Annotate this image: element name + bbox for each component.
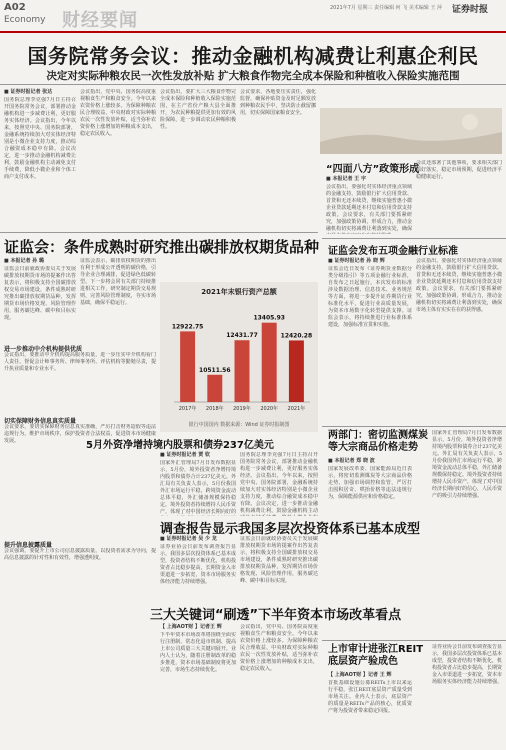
multilevel-headline: 调查报告显示我国多层次投资体系已基本成型 bbox=[160, 522, 421, 537]
section-code: A02 bbox=[4, 2, 26, 13]
carbon-byline: ■ 本报记者 孙 璐 bbox=[4, 258, 44, 264]
banner-body-col1: 会议指出，要强化对实体经济重点领域的金融支持，鼓励银行扩大信用贷款、首贷和无还本续贷，继续实施普惠小微企业贷款延期还本付息和信用贷款支持政策。会议要求，有关部门要抓紧研究，加强政策协调，形成合力，推动金融机构切实将减费让利落到实处，确保 bbox=[326, 184, 412, 232]
chart-category-label: 2017年 bbox=[178, 406, 197, 412]
section-title: 财经要闻 bbox=[62, 10, 138, 31]
asset-body-col2: 国务院总理李克强7月日主持召开国务院常务会议，部署推动金融机构进一步减费让利，更好服务实体经济。会议指出，今年以来，按照党中央、国务院部署，金融系统持续加大对实体经济特别是小微企业支持力度，推动综合融资成本稳中有降。会议决定，进一步推动金融机构减费让利，鼓励金融机构主动 bbox=[240, 452, 318, 514]
coal-headline: 两部门：密切监测煤炭等大宗商品价格走势 bbox=[328, 430, 428, 453]
lead-subheadline: 决定对实际种粮农民一次性发放补贴 扩大粮食作物完全成本保险和种植收入保险实施范围 bbox=[46, 70, 460, 82]
lead-body-col4: 会议要求，各地要压实责任，强化监督，确保补贴资金及时足额发放到种粮农民手中，坚决防止截留挪用，切实保障国家粮食安全。 bbox=[240, 89, 316, 116]
lead-body-col2: 会议指出，党中央、国务院高度重视粮食生产和粮食安全。今年以来农资价格上涨较多。为保障种粮农民合理收益，中央财政对实际种粮农民一次性发放补贴，适当弥补农资价格上涨增加的种粮成本支出，稳定农民收入。 bbox=[80, 89, 156, 137]
multilevel-byline: ■ 证券时报记者 吴 少 龙 bbox=[160, 536, 217, 542]
section-divider bbox=[0, 232, 318, 233]
reit-body-col2: 证券业协会日前发布调查报告显示，我国多层次投资体系已基本成型，投资者结构不断优化，机构投资者占比稳步提高，长期资金入市渠道进一步拓宽，资本市场服务实体经济能力持续增强。 bbox=[432, 644, 502, 685]
chart-bar bbox=[207, 375, 222, 402]
standards-byline: ■ 证券时报记者 孙 晓 辉 bbox=[328, 258, 385, 264]
chart-data-label: 13405.93 bbox=[253, 314, 285, 322]
right-divider-3 bbox=[322, 640, 506, 641]
lead-divider bbox=[0, 84, 506, 85]
reform-body-col1: 下半年资本市场改革将围绕全面实行注册制、常态化退市机制、提高上市公司质量三大关键词展开。业内人士认为，随着注册制改革的稳步推进，资本市场基础制度将更加完善，市场生态持续优化。 bbox=[160, 632, 236, 673]
asset-headline: 5月外资净增持境内股票和债券237亿美元 bbox=[86, 440, 274, 451]
chart-caption: 银行中国国内 数据来源：Wind 证券时报制图 bbox=[188, 422, 290, 428]
lead-body-col3: 会议指出，要扩大三大粮食作物完全成本保险和种植收入保险实施范围，在主产省份产粮大县全面推开，为农民种粮提供更加有效的风险保障，进一步调动农民种粮积极性。 bbox=[160, 89, 236, 130]
section-head-1: 进一步推动中介机构提供优质 bbox=[4, 346, 83, 353]
banner-decoration bbox=[320, 108, 502, 154]
chart-category-label: 2021年 bbox=[287, 406, 306, 412]
chart-canvas bbox=[160, 282, 318, 432]
asset-body-col1: 国家外汇管理局7月日发布数据显示，5月份，境外投资者净增持境内股票和债券合计237亿美元。外汇局有关负责人表示，5月份我国外汇市场运行平稳，跨境资金流动总体平稳，外汇储备规模保持稳定。境外投资者持续增持人民币资产，体现了对中国经济长期向好的 bbox=[160, 460, 236, 515]
banner-headline: “四面八方”政策形成 bbox=[326, 164, 420, 175]
chart-category-label: 2020年 bbox=[260, 406, 279, 412]
coal-byline: ■ 本报记者 郑 晓 波 bbox=[328, 458, 375, 464]
chart-data-label: 12431.77 bbox=[226, 332, 258, 340]
right-divider-1 bbox=[322, 238, 506, 239]
reit-headline: 上市审计进张江REIT底层资产验成色 bbox=[328, 644, 424, 667]
lead-headline: 国务院常务会议：推动金融机构减费让利惠企利民 bbox=[27, 44, 479, 68]
chart-bar bbox=[180, 331, 195, 402]
coal-body-col1: 国家发展改革委、国家能源局近日表示，将密切监测煤炭等大宗商品价格走势，加强市场调控和监管，严厉打击囤积居奇、哄抬价格等违法违规行为，保障能源供应和价格稳定。 bbox=[328, 466, 412, 500]
header-divider bbox=[0, 31, 506, 33]
bank-asset-chart bbox=[160, 282, 318, 432]
header-info: 2021年7月 星期三 责任编辑 何 飞 美术编辑 王 萍 bbox=[330, 5, 443, 11]
coal-body-col2: 国家外汇管理局7月日发布数据显示，5月份，境外投资者净增持境内股票和债券合计237亿美元。外汇局有关负责人表示，5月份我国外汇市场运行平稳，跨境资金流动总体平稳，外汇储备规模保持稳定。境外投资者持续增持人民币资产，体现了对中国经济长期向好的信心，人民币资产的吸引力持续增强。 bbox=[432, 430, 502, 499]
reit-body-col1: 首批基础设施公募REITs上市以来运行平稳，张江REIT底层资产质量受到市场关注。业内人士表示，底层资产的质量是REITs产品的核心，优质资产将为投资者带来稳定回报。 bbox=[328, 680, 412, 714]
page-header bbox=[0, 0, 506, 36]
chart-category-label: 2019年 bbox=[233, 406, 251, 412]
banner-body-col2: 会议还部署了其他事项，要求相关部门抓好落实，稳定市场预期，促进经济平稳健康运行。 bbox=[416, 160, 502, 180]
chart-data-label: 12922.75 bbox=[171, 323, 204, 331]
standards-body-col1: 证监会近日发布《证券期货业数据分类分级指引》等五项金融行业标准，自发布之日起施行。本次发布的标准涉及数据治理、信息技术、业务规范等方面，将进一步提升证券期货行业标准化水平，促进行业高质量发展，为资本市场数字化转型提供支撑。证监会表示，将持续推进行业标准体系建设，加强标准宣贯和实施。 bbox=[328, 266, 412, 328]
reit-byline: 【 上海AOT财 】记者 王 辉 bbox=[328, 672, 392, 678]
chart-category-label: 2018年 bbox=[205, 406, 224, 412]
chart-bar bbox=[235, 340, 250, 402]
reform-body-col2: 会议指出，党中央、国务院高度重视粮食生产和粮食安全。今年以来农资价格上涨较多。为保障种粮农民合理收益，中央财政对实际种粮农民一次性发放补贴，适当弥补农资价格上涨增加的种粮成本支出，稳定农民收入。 bbox=[240, 624, 318, 672]
multilevel-body-col1: 证券业协会日前发布调查报告显示，我国多层次投资体系已基本成型，投资者结构不断优化，机构投资者占比稳步提高，长期资金入市渠道进一步拓宽，资本市场服务实体经济能力持续增强。 bbox=[160, 544, 236, 585]
reform-byline: 【 上海AOT财 】记者王 辉 bbox=[160, 624, 222, 630]
carbon-body-col2: 证监会表示，碳排放权期货的推出有利于形成公开透明的碳价格，引导企业合理减排，促进绿色低碳转型。下一步将会同有关部门持续推进相关工作，研究制定期货交易规则，完善风险管理制度，夯实市场基础，确保平稳运行。 bbox=[80, 258, 156, 306]
chart-bar bbox=[262, 323, 277, 402]
standards-body-col2: 会议指出，要强化对实体经济重点领域的金融支持，鼓励银行扩大信用贷款、首贷和无还本续贷，继续实施普惠小微企业贷款延期还本付息和信用贷款支持政策。会议要求，有关部门要抓紧研究，加强政策协调，形成合力，推动金融机构切实将减费让利落到实处，确保市场主体有实实在在的获得感。 bbox=[416, 258, 502, 313]
multilevel-body-col2: 证监会日前就政协委员关于发展碳排放权期货市场的提案作出答复表示，将积极支持全国碳排放权交易市场建设，条件成熟时研究推出碳排放权期货品种，发挥期货市场价格发现、风险管理作用，服务碳达峰、碳中和目标实现。 bbox=[240, 536, 318, 584]
reform-headline: 三大关键词“刷透”下半年资本市场改革看点 bbox=[150, 608, 402, 623]
left-body-1: 会议指出，要推动中介机构提高服务质量，进一步压实中介机构看门人责任，督促会计师事务所、律师事务所、评估机构等勤勉尽责，提升执业质量和专业水平。 bbox=[4, 352, 156, 372]
policy-banner-image bbox=[320, 108, 502, 154]
chart-data-label: 10511.56 bbox=[199, 366, 231, 374]
chart-bar bbox=[289, 340, 304, 402]
carbon-body-col1: 证监会日前就政协委员关于发展碳排放权期货市场的提案作出答复表示，将积极支持全国碳排放权交易市场建设，条件成熟时研究推出碳排放权期货品种，发挥期货市场价格发现、风险管理作用，服务碳达峰、碳中和目标实现。 bbox=[4, 266, 76, 321]
right-divider-2 bbox=[322, 426, 506, 427]
asset-byline: ■ 证券时报记者 贾 钦 bbox=[160, 452, 210, 458]
carbon-headline: 证监会：条件成熟时研究推出碳排放权期货品种 bbox=[4, 238, 320, 256]
left-body-3: 会议强调，要提升上市公司信息披露质量，以投资者需求为导向，提高信息披露的针对性和有效性，增强透明度。 bbox=[4, 548, 156, 561]
section-head-3: 提升信息披露质量 bbox=[4, 542, 53, 549]
standards-headline: 证监会发布五项金融行业标准 bbox=[328, 246, 458, 257]
chart-title: 2021年末银行资产总额 bbox=[201, 288, 277, 296]
chart-data-label: 12420.28 bbox=[280, 332, 313, 340]
section-head-2: 切实保障财务信息真实质量 bbox=[4, 418, 77, 425]
lead-byline: ■ 证券时报记者 张达 bbox=[4, 89, 53, 95]
banner-byline: ■ 本报记者 王 宇 bbox=[326, 176, 366, 182]
left-body-2: 会议要求，要切实保障财务信息真实准确，严厉打击财务造假等违法违规行为，维护市场秩序，保护投资者合法权益，促进资本市场健康发展。 bbox=[4, 424, 156, 444]
newspaper-brand: 证券时报 bbox=[452, 5, 489, 15]
lead-body-col1: 国务院总理李克强7月日主持召开国务院常务会议，部署推动金融机构进一步减费让利，更好服务实体经济。会议指出，今年以来，按照党中央、国务院部署，金融系统持续加大对实体经济特别是小微企业支持力度，推动综合融资成本稳中有降。会议决定，进一步推动金融机构减费让利，鼓励金融机构主动减免支付手续费，降低小微企业和个体工商户支付成本。 bbox=[4, 97, 76, 180]
section-subtitle: Economy bbox=[4, 15, 46, 25]
